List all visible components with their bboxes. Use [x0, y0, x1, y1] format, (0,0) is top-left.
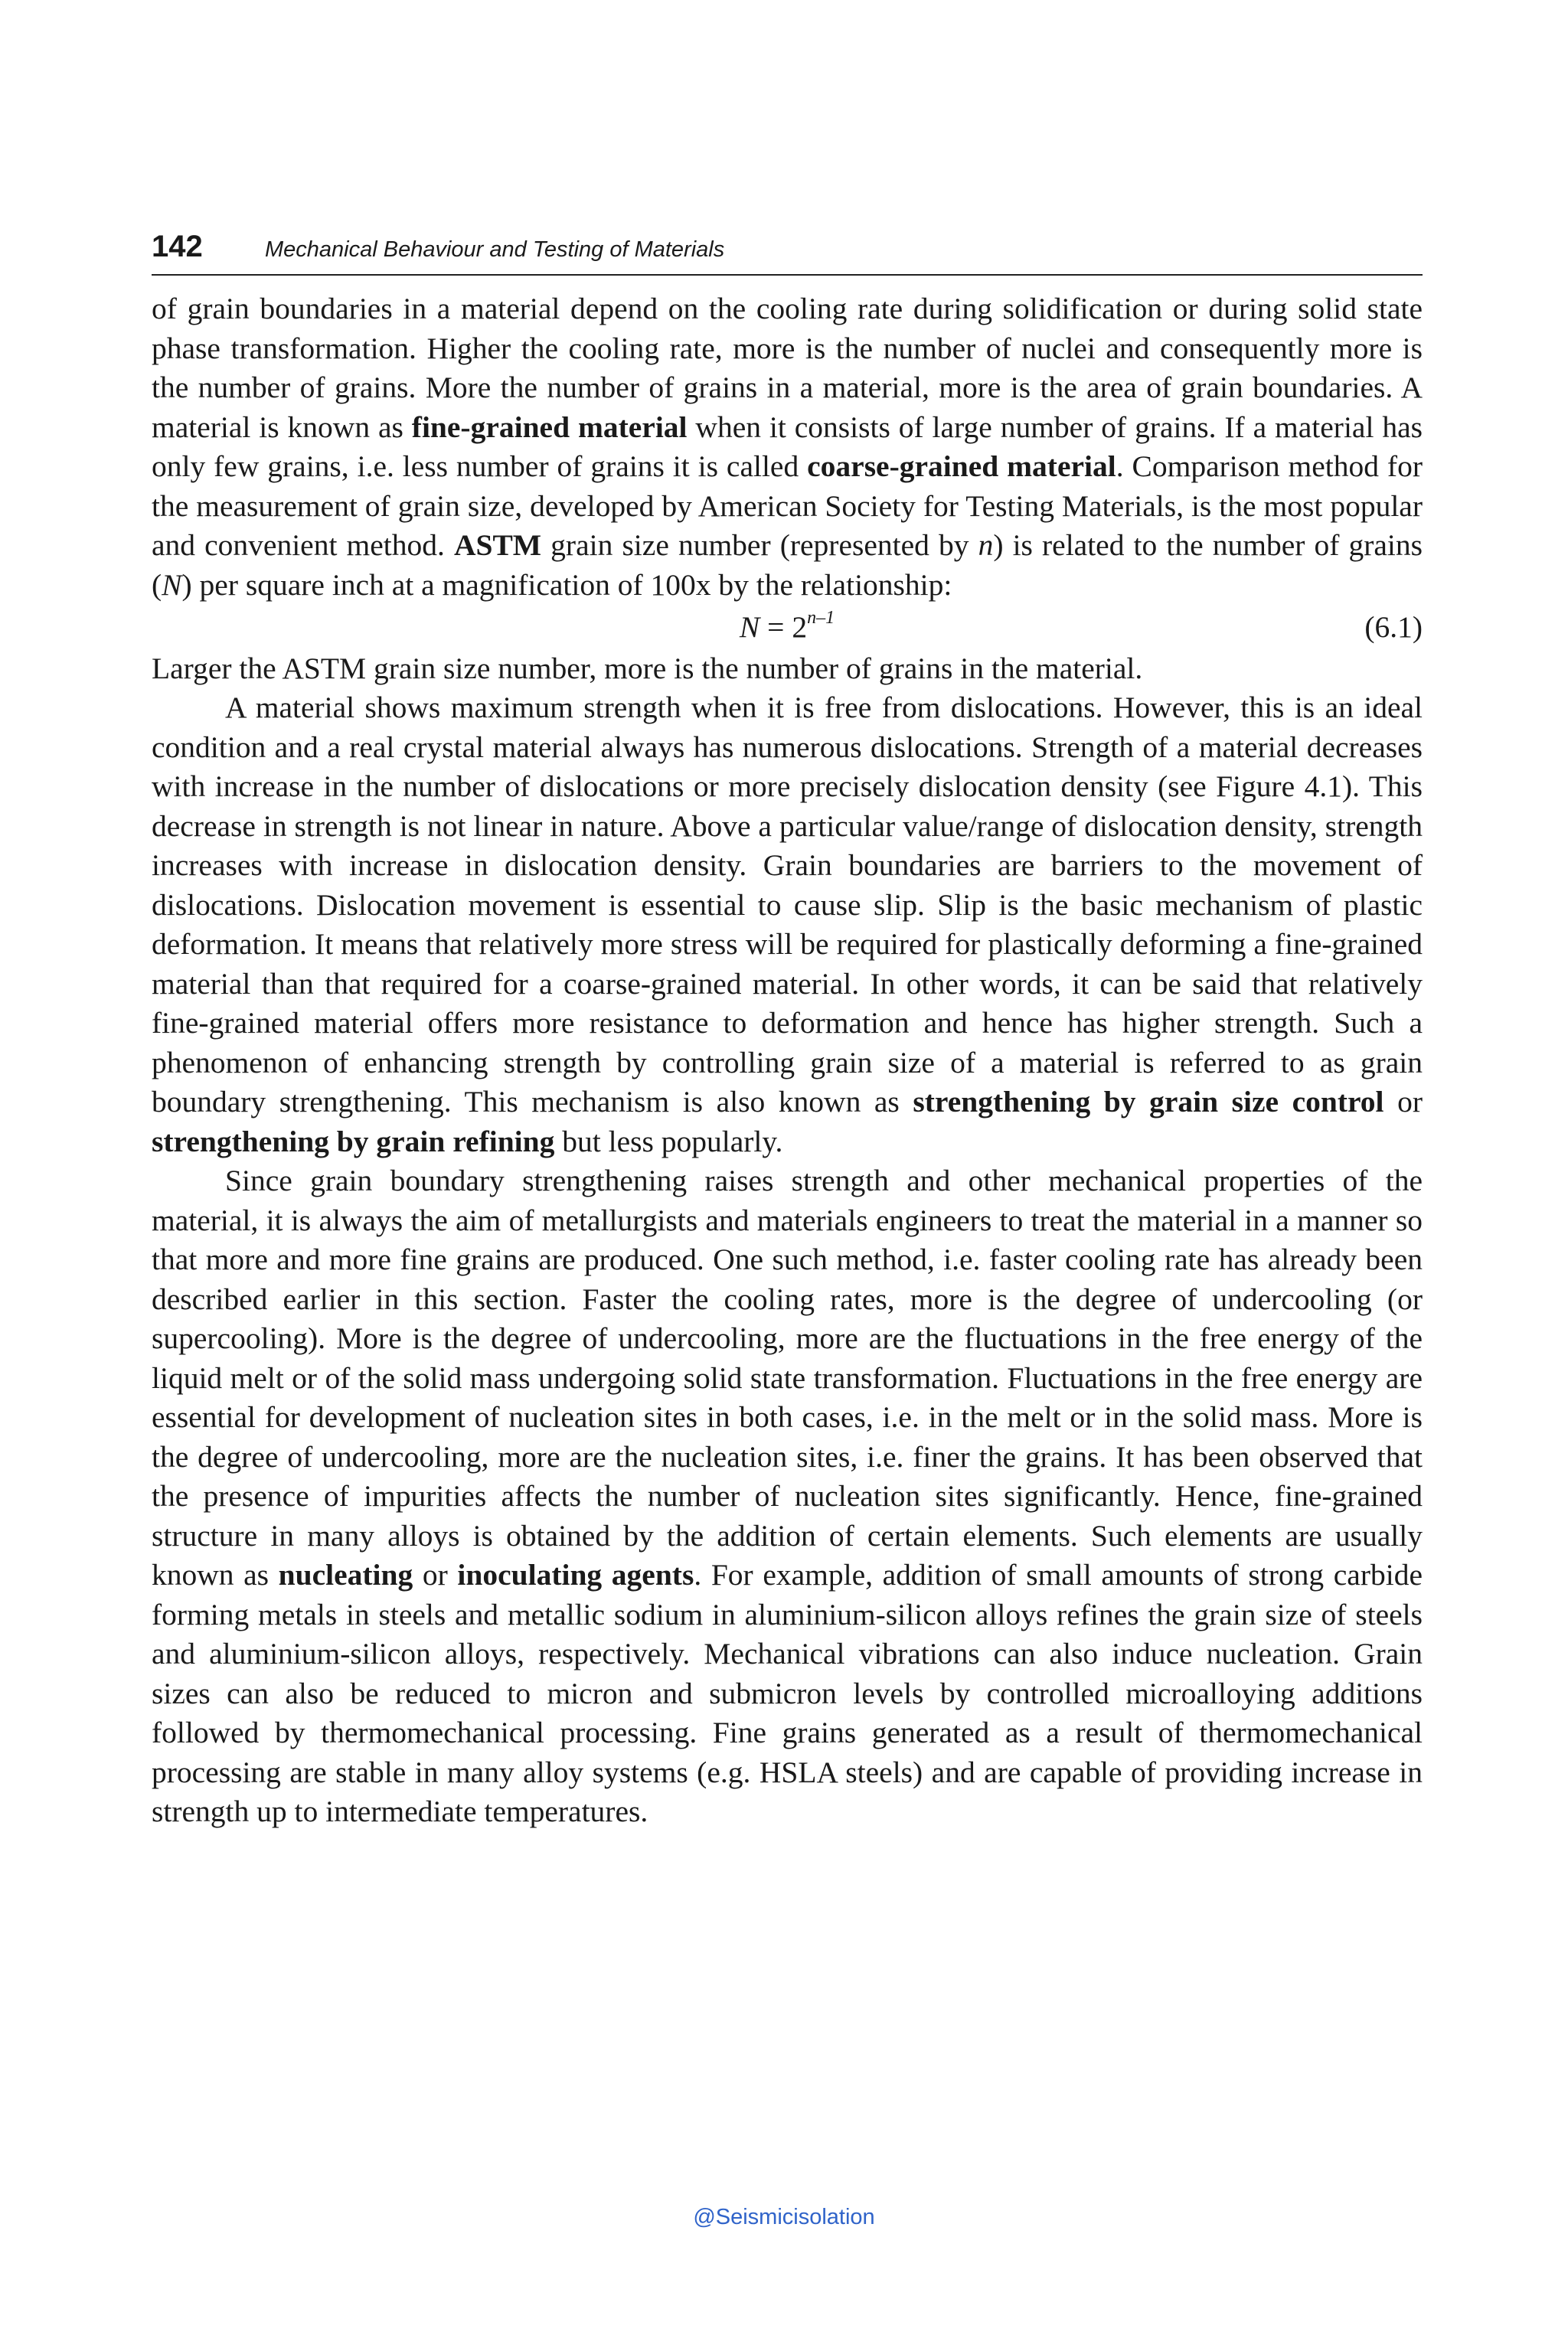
equation-number: (6.1) — [1364, 610, 1423, 644]
text-run: or — [1383, 1085, 1423, 1119]
term-strengthening-grain-size-control: strengthening by grain size control — [913, 1085, 1384, 1119]
equation-6-1 — [152, 608, 1423, 648]
equation-lhs: N — [739, 610, 760, 644]
text-run: when it consists of large number of grains. If a material has only few grains, i.e. less number of grains it is called — [152, 410, 1423, 483]
watermark: @Seismicisolation — [693, 2205, 875, 2229]
text-run: but less popularly. — [554, 1124, 783, 1158]
text-run: ) is related to the number of grains ( — [152, 528, 1423, 602]
paragraph-grain-boundaries — [152, 289, 1423, 605]
running-header — [152, 230, 1423, 276]
text-run: ) per square inch at a magnification of 100x by the relationship: — [181, 567, 952, 602]
paragraph-dislocations — [152, 688, 1423, 1161]
text-run: . For example, addition of small amounts of strong carbide forming metals in steels and metallic sodium in aluminium-silicon alloys refines the grain size of steels and aluminium-silicon alloys, respectively. Mechanical vibrations can also induce nucleation. Grain sizes can also be reduced to micron and submicron levels by controlled microalloying additions followed by thermomechanical processing. Fine grains generated as a result of thermomechanical processing are stable in many alloy systems (e.g. HSLA steels) and are capable of providing increase in strength up to intermediate temperatures. — [152, 1558, 1423, 1828]
text-run: . Comparison method for the measurement of grain size, developed by American Society for Testing Materials, is the most popular and convenient method. — [152, 449, 1423, 562]
equation-rhs: = 2 — [760, 610, 808, 644]
variable-N: N — [162, 567, 182, 602]
term-coarse-grained-material: coarse-grained material — [807, 449, 1116, 483]
equation-body — [740, 608, 835, 648]
term-inoculating-agents: inoculating agents — [457, 1558, 694, 1592]
term-astm: ASTM — [453, 528, 542, 562]
text-run: Since grain boundary strengthening raises strength and other mechanical properties of the material, it is always the aim of metallurgists and materials engineers to treat the material in a manner so that more and more fine grains are produced. One such method, i.e. faster cooling rate has already been described earlier in this section. Faster the cooling rates, more is the degree of undercooling (or supercooling). More is the degree of undercooling, more are the fluctuations in the free energy of the liquid melt or of the solid mass undergoing solid state transformation. Fluctuations in the free energy are essential for development of nucleation sites in both cases, i.e. in the melt or in the solid mass. More is the degree of undercooling, more are the nucleation sites, i.e. finer the grains. It has been observed that the presence of impurities affects the number of nucleation sites significantly. Hence, fine-grained structure in many alloys is obtained by the addition of certain elements. Such elements are usually known as — [152, 1164, 1423, 1592]
variable-n: n — [978, 528, 994, 562]
paragraph-grain-refinement — [152, 1161, 1423, 1832]
page-number: 142 — [152, 230, 203, 263]
text-run: or — [413, 1558, 458, 1592]
body-text — [152, 289, 1423, 1832]
term-nucleating: nucleating — [278, 1558, 413, 1592]
text-run: grain size number (represented by — [541, 528, 978, 562]
text-run: A material shows maximum strength when it is free from dislocations. However, this is an ideal condition and a real crystal material always has numerous dislocations. Strength of a material decreases with increase in the number of dislocations or more precisely dislocation density (see Figure 4.1). This decrease in strength is not linear in nature. Above a particular value/range of dislocation density, strength increases with increase in dislocation density. Grain boundaries are barriers to the movement of dislocations. Dislocation movement is essential to cause slip. Slip is the basic mechanism of plastic deformation. It means that relatively more stress will be required for plastically deforming a fine-grained material than that required for a coarse-grained material. In other words, it can be said that relatively fine-grained material offers more resistance to deformation and hence has higher strength. Such a phenomenon of enhancing strength by controlling grain size of a material is referred to as grain boundary strengthening. This mechanism is also known as — [152, 691, 1423, 1119]
book-title: Mechanical Behaviour and Testing of Materials — [265, 237, 725, 262]
term-fine-grained-material: fine-grained material — [411, 410, 688, 444]
equation-exponent: n–1 — [807, 607, 835, 628]
paragraph-astm-number: Larger the ASTM grain size number, more is the number of grains in the material. — [152, 651, 1143, 685]
text-run: of grain boundaries in a material depend on the cooling rate during solidification or during solid state phase transformation. Higher the cooling rate, more is the number of nuclei and consequently more is the number of grains. More the number of grains in a material, more is the area of grain boundaries. A material is known as — [152, 292, 1423, 444]
page-content — [152, 230, 1423, 1832]
term-strengthening-grain-refining: strengthening by grain refining — [152, 1124, 555, 1158]
